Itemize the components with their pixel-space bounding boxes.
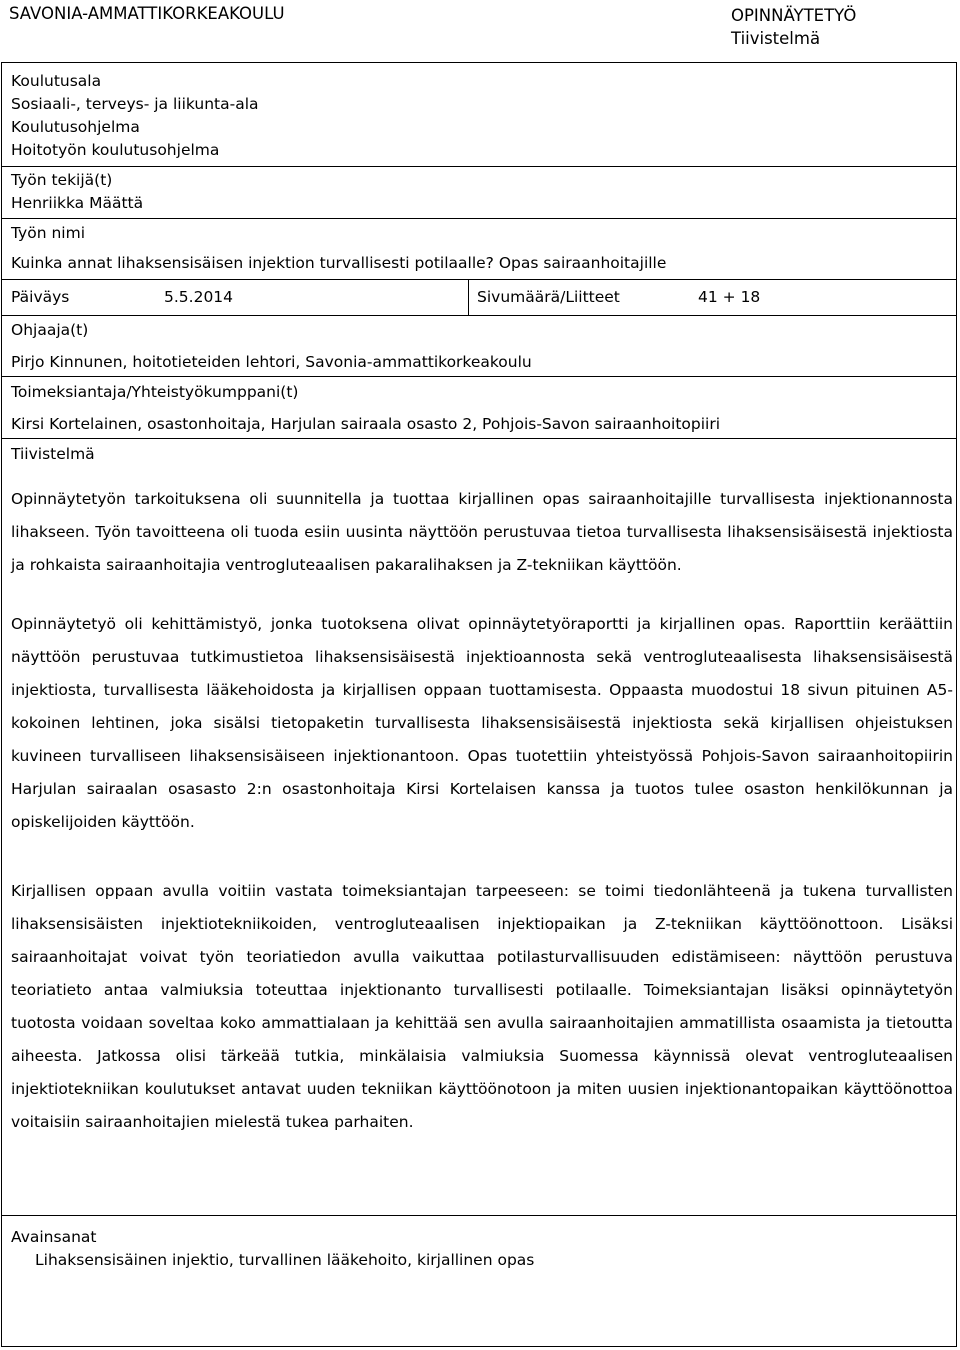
field-label-avainsanat: Avainsanat xyxy=(11,1228,97,1246)
school-name: SAVONIA-AMMATTIKORKEAKOULU xyxy=(9,4,285,23)
field-label-toimeksiantaja: Toimeksiantaja/Yhteistyökumppani(t) xyxy=(11,383,299,401)
document-type xyxy=(731,4,856,50)
field-label-ohjaaja: Ohjaaja(t) xyxy=(11,321,89,339)
divider xyxy=(2,315,956,316)
document-type-title: OPINNÄYTETYÖ xyxy=(731,6,857,25)
abstract-paragraph-3: Kirjallisen oppaan avulla voitiin vastata toimeksiantajan tarpeeseen: se toimi tiedonlähteenä ja tukena turvallisten lihaksensisäisten injektiotekniikoiden, ventrogluteaalisen injektiopaikan ja Z-tekniikan käyttöönottoon. Lisäksi sairaanhoitajat voivat työn teoriatiedon avulla vaikuttaa potilasturvallisuuden edistämiseen: näyttöön perustuva teoriatieto antaa valmiuksia toteuttaa injektionanto turvallisesti potilaalle. Toimeksiantajan lisäksi opinnäytetyön tuotosta voidaan soveltaa koko ammattialaan ja kehittää sen avulla sairaanhoitajien ammatillista osaamista ja tietoutta aiheesta. Jatkossa olisi tärkeää tutkia, minkälaisia valmiuksia Suomessa käynnissä olevat ventrogluteaalisen injektiotekniikan koulutukset antavat uuden tekniikan käyttöönotoon ja miten uusien injektionantopaikan käyttöönottoa voitaisiin sairaanhoitajien mielestä tukea parhaiten. xyxy=(11,882,953,1131)
field-value-sivumaara: 41 + 18 xyxy=(698,288,761,306)
divider xyxy=(2,376,956,377)
divider xyxy=(2,1215,956,1216)
divider xyxy=(2,438,956,439)
field-value-ohjaaja: Pirjo Kinnunen, hoitotieteiden lehtori, Savonia-ammattikorkeakoulu xyxy=(11,353,532,371)
field-value-tekija: Henriikka Määttä xyxy=(11,194,144,212)
document-type-subtitle: Tiivistelmä xyxy=(731,29,821,48)
abstract-paragraph-2: Opinnäytetyö oli kehittämistyö, jonka tuotoksena olivat opinnäytetyöraportti ja kirjallinen opas. Raporttiin keräättiin näyttöön perustuvaa tutkimustietoa lihaksensisäisestä injektioannosta sekä ventrogluteaalisesta lihaksensisäisestä injektiosta, turvallisesta lääkehoidosta ja kirjallisen oppaan tuottamisesta. Oppaasta muodostui 18 sivun pituinen A5-kokoinen lehtinen, joka sisälsi tietopaketin turvallisesta lihaksensisäisestä injektiosta sekä kirjallisen ohjeistuksen kuvineen turvalliseen lihaksensisäiseen injektionantoon. Opas tuotettiin yhteistyössä Pohjois-Savon sairaanhoitopiirin Harjulan sairaalan osasasto 2:n osastonhoitaja Kirsi Kortelaisen kanssa ja tuotos tulee osaston henkilökunnan ja opiskelijoiden käyttöön. xyxy=(11,615,953,831)
field-label-paivays: Päiväys xyxy=(11,288,70,306)
divider xyxy=(2,218,956,219)
abstract-paragraph-1: Opinnäytetyön tarkoituksena oli suunnitella ja tuottaa kirjallinen opas sairaanhoitajille turvallisesta injektionannosta lihakseen. Työn tavoitteena oli tuoda esiin uusinta näyttöön perustuvaa tietoa turvallisesta lihaksensisäisestä injektiosta ja rohkaista sairaanhoitajia ventrogluteaalisen pakaralihaksen ja Z-tekniikan käyttöön. xyxy=(11,490,953,574)
abstract-form xyxy=(1,62,957,1347)
field-label-tiivistelma: Tiivistelmä xyxy=(11,445,95,463)
divider xyxy=(2,166,956,167)
field-label-koulutusohjelma: Koulutusohjelma xyxy=(11,118,140,136)
field-value-nimi: Kuinka annat lihaksensisäisen injektion turvallisesti potilaalle? Opas sairaanhoitajille xyxy=(11,254,667,272)
field-value-toimeksiantaja: Kirsi Kortelainen, osastonhoitaja, Harjulan sairaala osasto 2, Pohjois-Savon sairaanhoitopiiri xyxy=(11,415,721,433)
column-divider xyxy=(468,279,469,315)
field-label-tekija: Työn tekijä(t) xyxy=(11,171,113,189)
field-value-koulutusala: Sosiaali-, terveys- ja liikunta-ala xyxy=(11,95,259,113)
field-label-nimi: Työn nimi xyxy=(11,224,85,242)
field-value-koulutusohjelma: Hoitotyön koulutusohjelma xyxy=(11,141,220,159)
field-value-avainsanat: Lihaksensisäinen injektio, turvallinen lääkehoito, kirjallinen opas xyxy=(35,1251,535,1269)
divider xyxy=(2,279,956,280)
field-label-koulutusala: Koulutusala xyxy=(11,72,102,90)
field-label-sivumaara: Sivumäärä/Liitteet xyxy=(477,288,620,306)
field-value-paivays: 5.5.2014 xyxy=(164,288,234,306)
